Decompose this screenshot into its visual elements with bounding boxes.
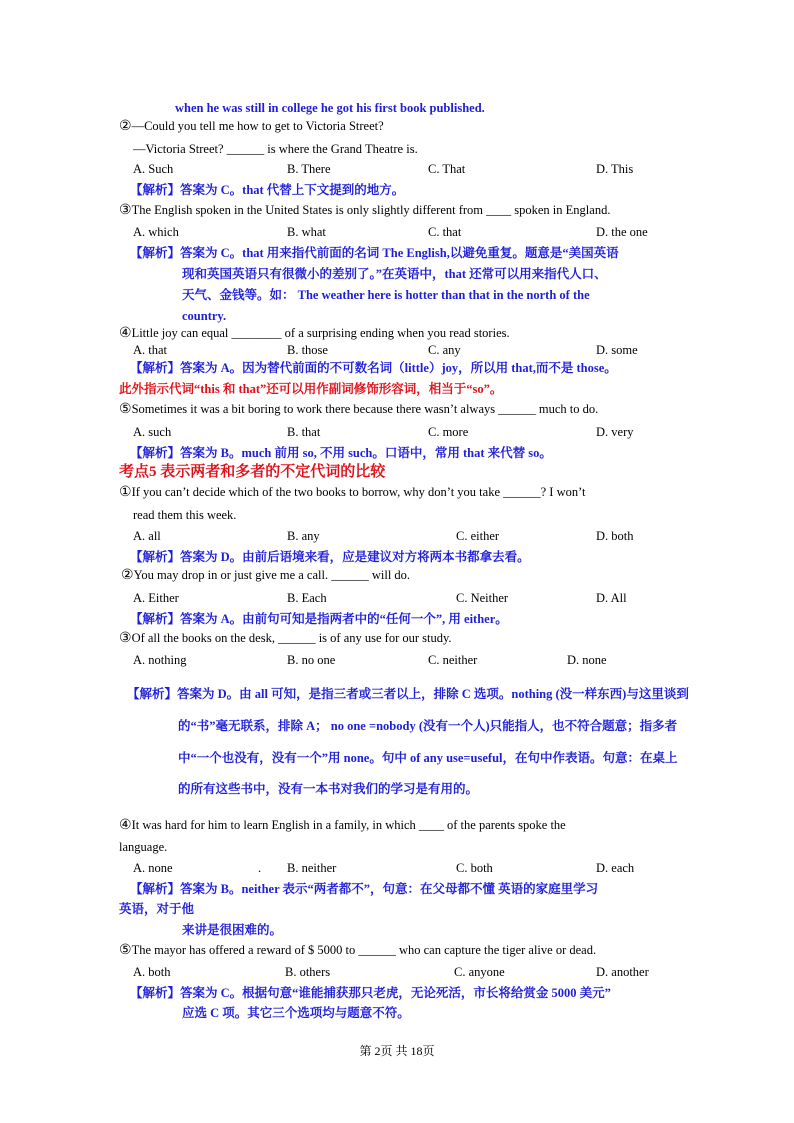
option-b: B. any bbox=[287, 529, 320, 543]
option-b: B. Each bbox=[287, 591, 327, 605]
option-b: B. those bbox=[287, 343, 328, 357]
answer-analysis-line2: 的“书”毫无联系，排除 A； no one =nobody (没有一个人)只能指人，也不符合题意；指多者 bbox=[178, 719, 678, 733]
option-a: A. none bbox=[133, 861, 173, 875]
option-a: A. that bbox=[133, 343, 168, 357]
option-d: D. the one bbox=[596, 225, 648, 239]
answer-analysis-line4: country. bbox=[182, 309, 227, 323]
answer-analysis: 【解析】答案为 C。that 用来指代前面的名词 The English,以避免重复。题意是“美国英语 bbox=[130, 246, 619, 260]
question-4-stem bbox=[119, 817, 566, 834]
question-text: If you can’t decide which of the two books to borrow, why don’t you take ______? I won’t bbox=[131, 485, 586, 499]
answer-note: 此外指示代词“this 和 that”还可以用作副词修饰形容词，相当于“so”。 bbox=[119, 382, 503, 396]
option-c: C. that bbox=[428, 225, 462, 239]
option-a: A. Such bbox=[133, 162, 174, 176]
option-a: A. Either bbox=[133, 591, 179, 605]
option-c: C. more bbox=[428, 425, 469, 439]
question-number: ④ bbox=[119, 818, 132, 833]
question-text: The mayor has offered a reward of $ 5000 to ______ who can capture the tiger alive or dead. bbox=[131, 943, 597, 957]
question-4-stem-line2: language. bbox=[119, 840, 168, 854]
question-5-stem bbox=[119, 401, 598, 418]
question-text: Of all the books on the desk, ______ is of any use for our study. bbox=[131, 631, 452, 645]
answer-analysis: 【解析】答案为 C。根据句意“谁能捕获那只老虎，无论死活，市长将给赏金 5000 美元” bbox=[130, 986, 611, 1000]
option-b: B. what bbox=[287, 225, 326, 239]
question-5-stem bbox=[119, 942, 596, 959]
option-d: D. none bbox=[567, 653, 607, 667]
answer-analysis-line2: 应选 C 项。其它三个选项均与题意不符。 bbox=[182, 1006, 410, 1020]
option-c: C. Neither bbox=[456, 591, 509, 605]
question-text: —Could you tell me how to get to Victoria Street? bbox=[131, 119, 384, 133]
question-3-stem bbox=[119, 630, 452, 647]
answer-analysis-line4: 的所有这些书中，没有一本书对我们的学习是有用的。 bbox=[178, 782, 479, 796]
section-heading: 考点5 表示两者和多者的不定代词的比较 bbox=[119, 464, 386, 480]
option-d: D. both bbox=[596, 529, 634, 543]
page-footer: 第 2页 共 18页 bbox=[359, 1044, 435, 1058]
question-number: ① bbox=[119, 485, 132, 500]
option-b: B. that bbox=[287, 425, 321, 439]
question-text: It was hard for him to learn English in a family, in which ____ of the parents spoke the bbox=[131, 818, 566, 832]
option-d: D. All bbox=[596, 591, 627, 605]
option-a: A. nothing bbox=[133, 653, 187, 667]
option-a: A. such bbox=[133, 425, 172, 439]
option-c: C. either bbox=[456, 529, 500, 543]
question-3-stem bbox=[119, 202, 610, 219]
question-number: ③ bbox=[119, 203, 132, 218]
answer-analysis: 【解析】答案为 D。由前后语境来看，应是建议对方将两本书都拿去看。 bbox=[130, 550, 530, 564]
stray-dot: . bbox=[258, 861, 262, 875]
question-text: You may drop in or just give me a call. ______ will do. bbox=[133, 568, 411, 582]
question-text: The English spoken in the United States is only slightly different from ____ spoken in England. bbox=[131, 203, 611, 217]
option-c: C. That bbox=[428, 162, 466, 176]
answer-analysis: 【解析】答案为 A。因为替代前面的不可数名词（little）joy，所以用 that,而不是 those。 bbox=[130, 361, 617, 375]
question-1-stem bbox=[119, 484, 586, 501]
option-c: C. neither bbox=[428, 653, 478, 667]
option-b: B. There bbox=[287, 162, 331, 176]
answer-analysis-line2: 现和英国英语只有很微小的差别了。”在英语中，that 还常可以用来指代人口、 bbox=[182, 267, 607, 281]
option-c: C. anyone bbox=[454, 965, 505, 979]
answer-analysis-line3: 来讲是很困难的。 bbox=[182, 923, 283, 937]
question-number: ⑤ bbox=[119, 402, 132, 417]
option-a: A. all bbox=[133, 529, 161, 543]
question-4-stem bbox=[119, 325, 510, 342]
question-2-stem-line2: —Victoria Street? ______ is where the Grand Theatre is. bbox=[133, 142, 418, 156]
answer-analysis: 【解析】答案为 D。由 all 可知，是指三者或三者以上，排除 C 选项。nothing (没一样东西)与这里谈到 bbox=[127, 687, 689, 701]
question-number: ⑤ bbox=[119, 943, 132, 958]
question-number: ③ bbox=[119, 631, 132, 646]
option-b: B. neither bbox=[287, 861, 337, 875]
option-d: D. some bbox=[596, 343, 638, 357]
question-text: Little joy can equal ________ of a surprising ending when you read stories. bbox=[131, 326, 510, 340]
question-number: ② bbox=[119, 119, 132, 134]
option-a: A. which bbox=[133, 225, 179, 239]
answer-analysis: 【解析】答案为 B。neither 表示“两者都不”，句意：在父母都不懂 英语的家庭里学习 bbox=[130, 882, 599, 896]
option-b: B. no one bbox=[287, 653, 336, 667]
answer-analysis-line2: 英语，对于他 bbox=[119, 902, 195, 916]
question-text: Sometimes it was a bit boring to work there because there wasn’t always ______ much to do. bbox=[131, 402, 599, 416]
option-c: C. both bbox=[456, 861, 493, 875]
question-2-stem bbox=[119, 118, 384, 135]
question-number: ④ bbox=[119, 326, 132, 341]
option-a: A. both bbox=[133, 965, 171, 979]
answer-analysis-line3: 中“一个也没有，没有一个”用 none。句中 of any use=useful，在句中作表语。句意：在桌上 bbox=[178, 751, 678, 765]
question-2-stem bbox=[121, 567, 410, 584]
answer-analysis: 【解析】答案为 B。much 前用 so, 不用 such。口语中，常用 that 来代替 so。 bbox=[130, 446, 552, 460]
previous-question-tail: when he was still in college he got his first book published. bbox=[175, 101, 485, 115]
option-b: B. others bbox=[285, 965, 331, 979]
answer-analysis: 【解析】答案为 A。由前句可知是指两者中的“任何一个”, 用 either。 bbox=[130, 612, 508, 626]
answer-analysis: 【解析】答案为 C。that 代替上下文提到的地方。 bbox=[130, 183, 405, 197]
answer-analysis-line3: 天气、金钱等。如： The weather here is hotter than that in the north of the bbox=[182, 288, 590, 302]
option-d: D. each bbox=[596, 861, 635, 875]
question-1-stem-line2: read them this week. bbox=[133, 508, 237, 522]
option-d: D. This bbox=[596, 162, 634, 176]
option-d: D. very bbox=[596, 425, 634, 439]
option-c: C. any bbox=[428, 343, 461, 357]
option-d: D. another bbox=[596, 965, 649, 979]
question-number: ② bbox=[121, 568, 134, 583]
